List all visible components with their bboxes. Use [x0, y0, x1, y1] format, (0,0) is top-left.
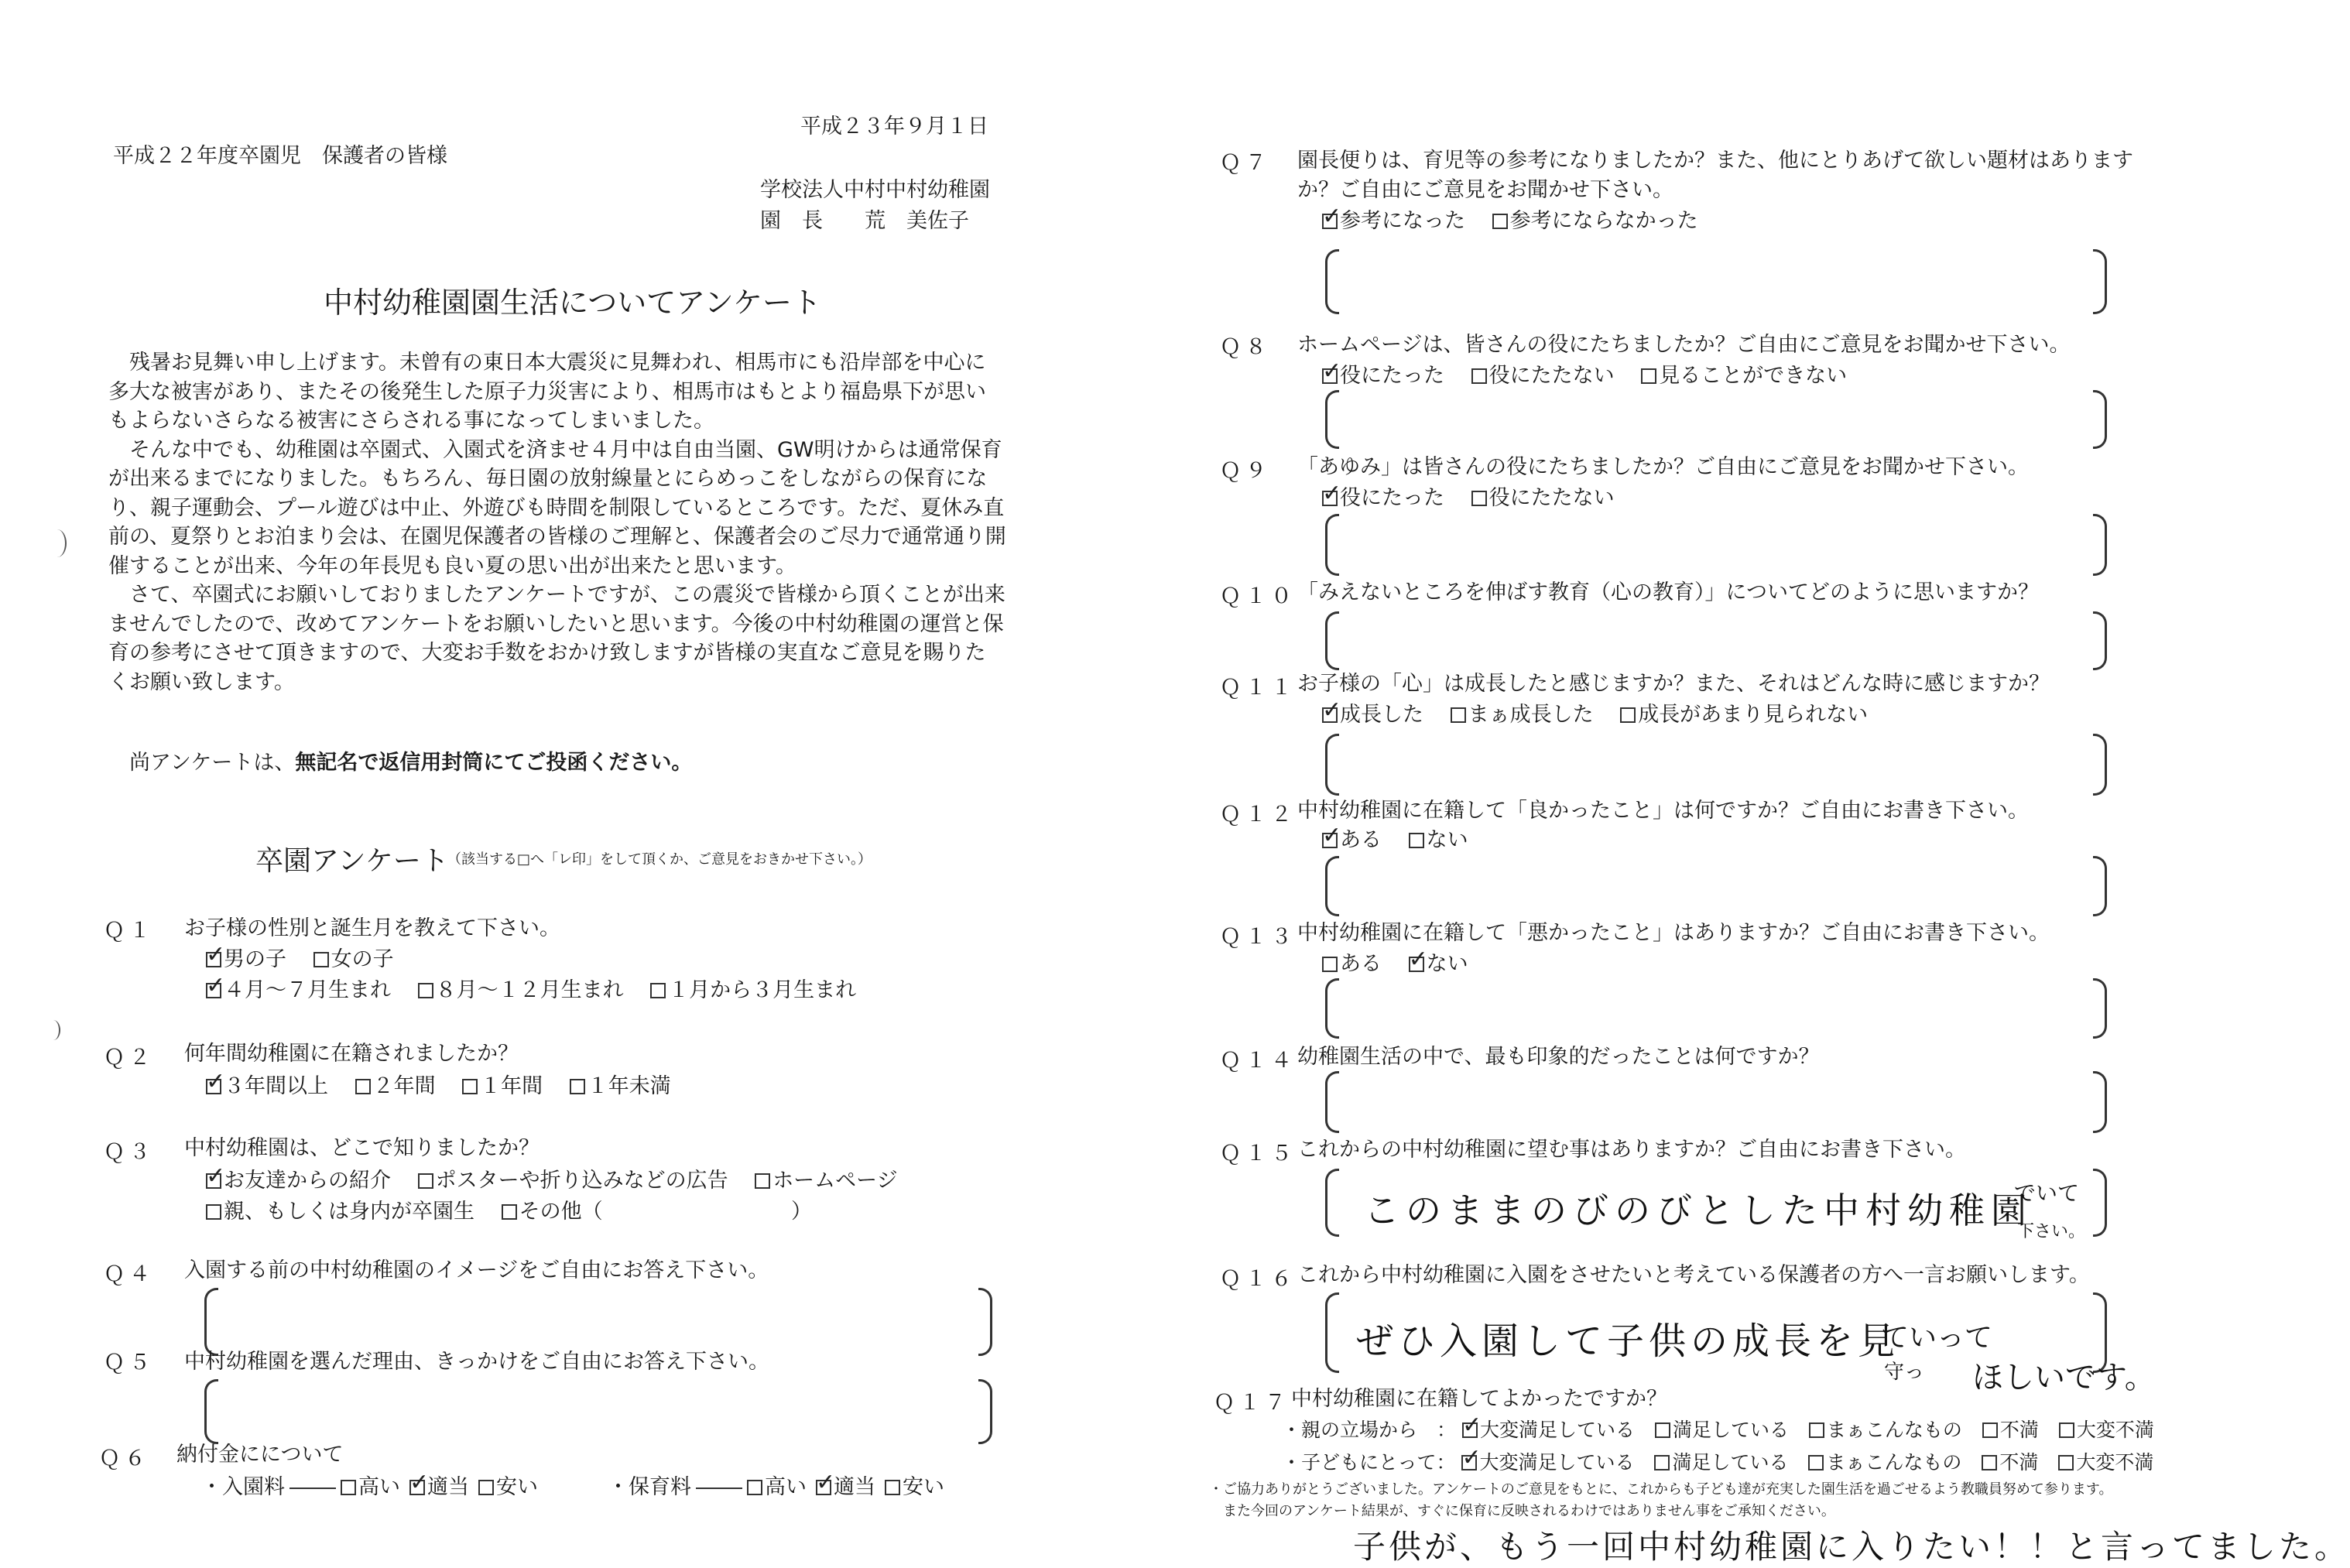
q17-option[interactable]: まぁこんなもの — [1808, 1449, 1961, 1477]
q6-options — [201, 1474, 964, 1501]
q17-option[interactable]: 不満 — [1982, 1449, 2038, 1477]
checkbox-checked-icon[interactable] — [206, 952, 221, 967]
q2-option[interactable]: １年未満 — [570, 1073, 671, 1101]
q1-number: Ｑ１ — [104, 919, 155, 943]
q14-answer-bracket-left[interactable] — [1325, 1071, 1339, 1133]
checkbox-icon[interactable] — [478, 1480, 494, 1495]
checkbox-icon[interactable] — [1471, 491, 1487, 506]
q1-option[interactable]: 女の子 — [313, 946, 394, 974]
q8-number: Ｑ８ — [1220, 335, 1271, 359]
checkbox-checked-icon[interactable] — [1322, 368, 1338, 384]
q8-option[interactable]: 役にたたない — [1471, 362, 1615, 390]
q12-answer-bracket-left[interactable] — [1325, 856, 1339, 916]
checkbox-icon[interactable] — [418, 1173, 433, 1189]
q3-options-row1 — [206, 1167, 918, 1195]
submission-note-prefix: 尚アンケートは、 — [108, 751, 296, 775]
q16-answer-bracket-left[interactable] — [1325, 1292, 1339, 1373]
checkbox-checked-icon[interactable] — [409, 1480, 425, 1495]
q4-answer-bracket-right[interactable] — [978, 1288, 992, 1356]
q17-option[interactable]: 大変不満 — [2059, 1416, 2154, 1444]
checkbox-icon[interactable] — [747, 1480, 762, 1495]
q10-answer-bracket-left[interactable] — [1325, 611, 1339, 670]
q16-text: これから中村幼稚園に入園をさせたいと考えている保護者の方へ一言お願いします。 — [1297, 1263, 2090, 1287]
q12-option[interactable]: ない — [1409, 827, 1468, 854]
q13-option[interactable]: ある — [1322, 950, 1382, 978]
q1-options-gender — [206, 946, 414, 974]
checkbox-icon[interactable] — [885, 1480, 900, 1495]
q2-option[interactable]: ✓３年間以上 — [206, 1073, 328, 1101]
q17-option[interactable]: 大変不満 — [2058, 1449, 2153, 1477]
q11-option[interactable]: ✓成長した — [1322, 701, 1423, 729]
q6-option[interactable]: 安い — [885, 1474, 944, 1501]
q9-number: Ｑ９ — [1220, 459, 1271, 483]
q17-option[interactable]: 満足している — [1654, 1449, 1788, 1477]
q6-option[interactable]: 安い — [478, 1474, 538, 1501]
q8-answer-bracket-right[interactable] — [2093, 390, 2107, 449]
survey-title: 卒園アンケート — [255, 845, 449, 877]
q6-option[interactable]: 高い — [747, 1474, 807, 1501]
dash-line — [289, 1488, 336, 1489]
q17-parent-row — [1282, 1416, 2154, 1444]
checkbox-icon[interactable] — [2059, 1422, 2074, 1438]
organization-name: 学校法人中村中村幼稚園 — [760, 178, 990, 202]
q17-parent-label: ・親の立場から ： — [1282, 1419, 1457, 1441]
q1-option[interactable]: ✓男の子 — [206, 946, 286, 974]
q5-text: 中村幼稚園を選んだ理由、きっかけをご自由にお答え下さい。 — [184, 1350, 769, 1374]
q7-text-line1: 園長便りは、育児等の参考になりましたか？また、他にとりあげて欲しい題材はあります — [1297, 149, 2133, 173]
q17-child-label: ・子どもにとって： — [1282, 1451, 1456, 1474]
q3-text: 中村幼稚園は、どこで知りましたか？ — [184, 1136, 540, 1160]
q3-option[interactable]: ホームページ — [755, 1167, 897, 1195]
q13-text: 中村幼稚園に在籍して「悪かったこと」はありますか？ご自由にお書き下さい。 — [1297, 921, 2050, 945]
q12-number: Ｑ１２ — [1220, 803, 1297, 827]
checkbox-icon[interactable] — [1809, 1422, 1824, 1438]
checkbox-icon[interactable] — [650, 983, 666, 998]
checkbox-icon[interactable] — [313, 952, 329, 967]
q12-option[interactable]: ✓ある — [1322, 827, 1382, 854]
checkbox-icon[interactable] — [206, 1204, 221, 1220]
principal-name: 園 長 荒 美佐子 — [760, 209, 969, 233]
q7-options — [1322, 207, 1718, 235]
q10-text: 「みえないところを伸ばす教育（心の教育）」についてどのように思いますか？ — [1297, 580, 2039, 604]
intro-paragraph-1: 残暑お見舞い申し上げます。未曾有の東日本大震災に見舞われ、相馬市にも沿岸部を中心に多大な被害があり、またその後発生した原子力災害により、相馬市はもとより福島県下が思いもよらないさらなる被害にさらされる事になってしまいました。 — [108, 351, 986, 433]
q15-handwritten-answer-bottom: 下さい。 — [2017, 1222, 2086, 1241]
q3-option[interactable]: 親、もしくは身内が卒園生 — [206, 1198, 474, 1226]
q17-option[interactable]: 満足している — [1655, 1416, 1789, 1444]
q2-option[interactable]: １年間 — [462, 1073, 543, 1101]
checkbox-icon[interactable] — [2058, 1455, 2074, 1470]
checkbox-checked-icon[interactable] — [1322, 707, 1338, 723]
q7-option[interactable]: 参考にならなかった — [1492, 207, 1698, 235]
q17-option[interactable]: まぁこんなもの — [1809, 1416, 1962, 1444]
q1-option[interactable]: １月から３月生まれ — [650, 977, 856, 1005]
checkbox-icon[interactable] — [1620, 707, 1636, 723]
q9-options — [1322, 484, 1635, 512]
checkbox-icon[interactable] — [570, 1079, 585, 1094]
checkbox-checked-icon[interactable] — [1462, 1422, 1478, 1438]
checkbox-checked-icon[interactable] — [1409, 957, 1424, 972]
checkbox-checked-icon[interactable] — [1461, 1455, 1477, 1470]
q3-option[interactable]: ✓お友達からの紹介 — [206, 1167, 391, 1195]
checkbox-icon[interactable] — [1471, 368, 1487, 384]
q4-number: Ｑ４ — [104, 1262, 155, 1286]
checkbox-icon[interactable] — [341, 1480, 356, 1495]
q13-answer-bracket-left[interactable] — [1325, 978, 1339, 1039]
q9-option[interactable]: 役にたたない — [1471, 484, 1615, 512]
checkbox-icon[interactable] — [1655, 1422, 1670, 1438]
q6-text: 納付金にについて — [176, 1443, 344, 1467]
q6-option[interactable]: ✓ 適当 — [409, 1474, 469, 1501]
checkbox-icon[interactable] — [1641, 368, 1656, 384]
q15-handwritten-answer-top: でいて — [2014, 1180, 2080, 1206]
q6-number: Ｑ６ — [99, 1446, 150, 1470]
q17-number: Ｑ１７ — [1214, 1391, 1290, 1415]
q1-text: お子様の性別と誕生月を教えて下さい。 — [184, 916, 560, 940]
q3-other-close: ） — [791, 1200, 812, 1224]
q1-option[interactable]: ８月～１２月生まれ — [418, 977, 624, 1005]
q3-option-other[interactable]: その他（ — [502, 1198, 603, 1226]
checkbox-checked-icon[interactable] — [206, 1079, 221, 1094]
footer-handwritten-note: 子供が、もう一回中村幼稚園に入りたい！！と言ってました。 — [1353, 1528, 2350, 1566]
checkbox-icon[interactable] — [1492, 214, 1508, 229]
q8-text: ホームページは、皆さんの役にたちましたか？ご自由にご意見をお聞かせ下さい。 — [1297, 333, 2071, 357]
q5-number: Ｑ５ — [104, 1351, 155, 1375]
checkbox-checked-icon[interactable] — [1322, 214, 1338, 229]
q17-child-row — [1282, 1449, 2153, 1477]
q16-handwritten-answer-top: ていって — [1881, 1322, 1993, 1354]
q7-answer-bracket-right[interactable] — [2093, 249, 2107, 314]
dash-line — [696, 1488, 742, 1489]
q13-answer-bracket-right[interactable] — [2093, 978, 2107, 1039]
page-title: 中村幼稚園園生活についてアンケート — [324, 286, 821, 320]
q15-answer-bracket-left[interactable] — [1325, 1169, 1339, 1237]
q16-handwritten-answer: ぜひ入園して子供の成長を見 — [1356, 1320, 1900, 1363]
q12-answer-bracket-right[interactable] — [2093, 856, 2107, 916]
q11-options — [1322, 701, 1888, 729]
checkbox-checked-icon[interactable] — [816, 1480, 831, 1495]
q14-number: Ｑ１４ — [1220, 1049, 1297, 1073]
checkbox-icon[interactable] — [1982, 1455, 1997, 1470]
intro-paragraph-3: さて、卒園式にお願いしておりましたアンケートですが、この震災で皆様から頂くことが出来ませんでしたので、改めてアンケートをお願いしたいと思います。今後の中村幼稚園の運営と保育の参考にさせて頂きますので、大変お手数をおかけ致しますが皆様の実直なご意見を賜りたくお願い致します。 — [108, 583, 1005, 694]
checkbox-checked-icon[interactable] — [1322, 491, 1338, 506]
q4-answer-bracket-left[interactable] — [204, 1288, 218, 1356]
q7-answer-bracket-left[interactable] — [1325, 249, 1339, 314]
q9-answer-bracket-right[interactable] — [2093, 514, 2107, 576]
q15-number: Ｑ１５ — [1220, 1142, 1297, 1166]
q8-option[interactable]: 見ることができない — [1641, 362, 1847, 390]
q9-option[interactable]: ✓役にたった — [1322, 484, 1444, 512]
checkbox-checked-icon[interactable] — [206, 1173, 221, 1189]
q6-tuition-label: ・保育料 — [608, 1475, 691, 1499]
q8-answer-bracket-left[interactable] — [1325, 390, 1339, 449]
checkbox-icon[interactable] — [755, 1173, 770, 1189]
q3-option[interactable]: ポスターや折り込みなどの広告 — [418, 1167, 728, 1195]
q17-option[interactable]: ✓ 大変満足している — [1462, 1416, 1635, 1444]
q6-option[interactable]: 高い — [341, 1474, 400, 1501]
q3-number: Ｑ３ — [104, 1140, 155, 1164]
q15-text: これからの中村幼稚園に望む事はありますか？ご自由にお書き下さい。 — [1297, 1138, 1966, 1162]
document-date: 平成２３年９月１日 — [800, 115, 988, 139]
q16-handwritten-answer-under: 守っ — [1884, 1361, 1925, 1384]
q17-text: 中村幼稚園に在籍してよかったですか？ — [1291, 1387, 1667, 1411]
q7-number: Ｑ７ — [1220, 151, 1271, 175]
footer-notice: また今回のアンケート結果が、すぐに保育に反映されるわけではありません事をご承知ください。 — [1223, 1503, 1835, 1519]
recipient-line: 平成２２年度卒園児 保護者の皆様 — [113, 144, 447, 168]
q10-number: Ｑ１０ — [1220, 584, 1297, 608]
q13-option[interactable]: ✓ ない — [1409, 950, 1468, 978]
q11-number: Ｑ１１ — [1220, 676, 1297, 700]
checkbox-icon[interactable] — [1982, 1422, 1998, 1438]
q4-text: 入園する前の中村幼稚園のイメージをご自由にお答え下さい。 — [184, 1258, 769, 1282]
checkbox-icon[interactable] — [1322, 957, 1338, 972]
checkbox-icon[interactable] — [502, 1204, 517, 1220]
q2-option[interactable]: ２年間 — [355, 1073, 436, 1101]
q8-options — [1322, 362, 1867, 390]
q2-number: Ｑ２ — [104, 1046, 155, 1070]
q7-option[interactable]: ✓参考になった — [1322, 207, 1465, 235]
scan-mark — [48, 529, 67, 557]
q14-answer-bracket-right[interactable] — [2093, 1071, 2107, 1133]
q9-answer-bracket-left[interactable] — [1325, 514, 1339, 576]
q17-option[interactable]: 不満 — [1982, 1416, 2039, 1444]
q11-answer-bracket-left[interactable] — [1325, 734, 1339, 796]
checkbox-icon[interactable] — [418, 983, 433, 998]
checkbox-checked-icon[interactable] — [206, 983, 221, 998]
submission-note-bold: 無記名で返信用封筒にてご投函ください。 — [295, 751, 693, 775]
q16-handwritten-answer-end: ほしいです。 — [1972, 1360, 2156, 1395]
q17-option[interactable]: ✓ 大変満足している — [1461, 1449, 1634, 1477]
q1-options-birth-month — [206, 977, 876, 1005]
checkbox-icon[interactable] — [1654, 1455, 1670, 1470]
checkbox-icon[interactable] — [1451, 707, 1466, 723]
survey-instruction: （該当する□へ「レ印」をして頂くか、ご意見をおきかせ下さい。） — [447, 851, 872, 868]
q8-option[interactable]: ✓役にたった — [1322, 362, 1444, 390]
checkbox-icon[interactable] — [1409, 833, 1424, 848]
q12-options — [1322, 827, 1488, 854]
q12-text: 中村幼稚園に在籍して「良かったこと」は何ですか？ご自由にお書き下さい。 — [1297, 799, 2029, 823]
intro-paragraph-2: そんな中でも、幼稚園は卒園式、入園式を済ませ４月中は自由当園、GW明けからは通常保育が出来るまでになりました。もちろん、毎日園の放射線量とにらめっこをしながらの保育になり、親子運動会、プール遊びは中止、外遊びも時間を制限しているところです。ただ、夏休み直前の、夏祭りとお泊まり会は、在園児保護者の皆様のご理解と、保護者会のご尽力で通常通り開催することが出来、今年の年長児も良い夏の思い出が出来たと思います。 — [108, 437, 1006, 578]
q2-text: 何年間幼稚園に在籍されましたか？ — [184, 1042, 519, 1066]
q6-entrance-fee-label: ・入園料 — [201, 1475, 285, 1499]
checkbox-icon[interactable] — [462, 1079, 478, 1094]
q10-answer-bracket-right[interactable] — [2093, 611, 2107, 670]
q2-options — [206, 1073, 691, 1101]
scan-mark — [46, 1020, 60, 1040]
intro-text — [108, 348, 1006, 697]
q15-answer-bracket-right[interactable] — [2093, 1169, 2107, 1237]
q11-option[interactable]: 成長があまり見られない — [1620, 701, 1868, 729]
q3-options-row2 — [206, 1198, 623, 1226]
q16-number: Ｑ１６ — [1220, 1267, 1297, 1291]
q7-text-line2: か？ご自由にご意見をお聞かせ下さい。 — [1297, 178, 1673, 202]
q11-option[interactable]: まぁ成長した — [1451, 701, 1594, 729]
checkbox-icon[interactable] — [355, 1079, 371, 1094]
q5-answer-bracket-right[interactable] — [978, 1379, 992, 1444]
q15-handwritten-answer: このままのびのびとした中村幼稚園 — [1364, 1190, 2033, 1231]
q6-option[interactable]: ✓ 適当 — [816, 1474, 875, 1501]
q11-answer-bracket-right[interactable] — [2093, 734, 2107, 796]
q1-option[interactable]: ✓４月～７月生まれ — [206, 977, 391, 1005]
q11-text: お子様の「心」は成長したと感じますか？また、それはどんな時に感じますか？ — [1297, 672, 2050, 696]
checkbox-icon[interactable] — [1808, 1455, 1824, 1470]
q13-options — [1322, 950, 1488, 978]
q5-answer-bracket-left[interactable] — [204, 1379, 218, 1444]
q9-text: 「あゆみ」は皆さんの役にたちましたか？ご自由にご意見をお聞かせ下さい。 — [1297, 455, 2029, 479]
q13-number: Ｑ１３ — [1220, 925, 1297, 949]
footer-thanks: ・ご協力ありがとうございました。アンケートのご意見をもとに、これからも子ども達が充実した園生活を過ごせるよう教職員努めて参ります。 — [1209, 1481, 2113, 1498]
checkbox-checked-icon[interactable] — [1322, 833, 1338, 848]
submission-note — [108, 749, 692, 777]
q14-text: 幼稚園生活の中で、最も印象的だったことは何ですか？ — [1297, 1045, 1820, 1069]
